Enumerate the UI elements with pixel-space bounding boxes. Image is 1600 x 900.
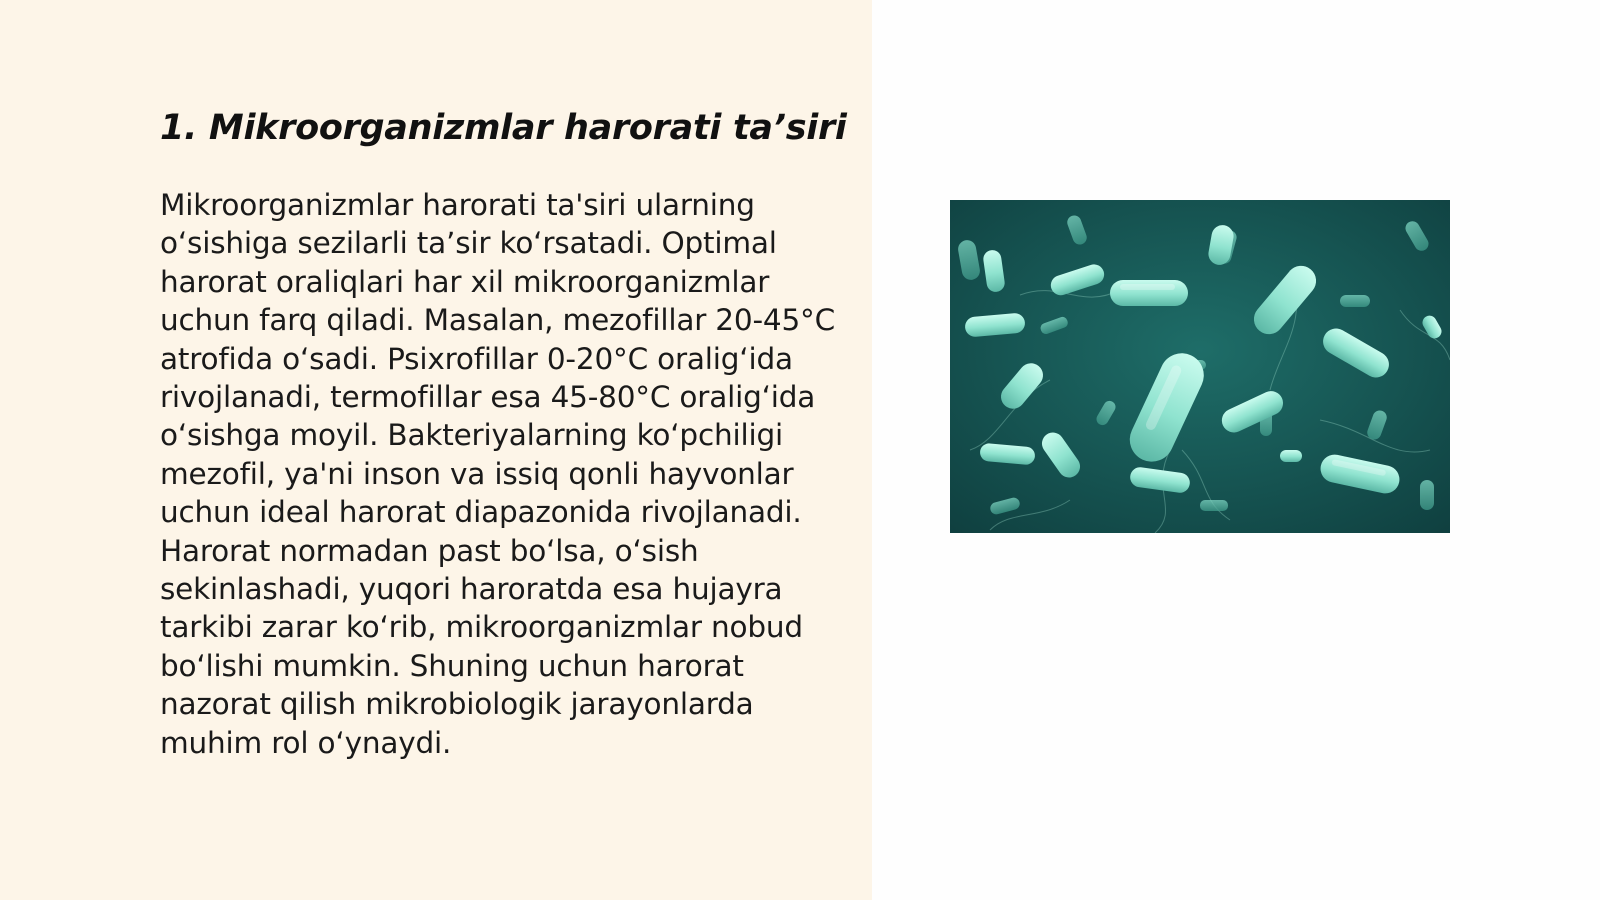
slide-title: 1. Mikroorganizmlar harorati ta’siri — [160, 108, 847, 148]
bacteria-image — [950, 200, 1450, 533]
slide-body-text: Mikroorganizmlar harorati ta'siri ularning o‘sishiga sezilarli ta’sir ko‘rsatadi. Optimal harorat oraliqlari har xil mikroorganizmlar uchun farq qiladi. Masalan, mezofillar 20-45°C atrofida o‘sadi. Psixrofillar 0-20°C oralig‘ida rivojlanadi, termofillar esa 45-80°C oralig‘ida o‘sishga moyil. Bakteriyalarning ko‘pchiligi mezofil, ya'ni inson va issiq qonli hayvonlar uchun ideal harorat diapazonida rivojlanadi. Harorat normadan past bo‘lsa, o‘sish sekinlashadi, yuqori haroratda esa hujayra tarkibi zarar ko‘rib, mikroorganizmlar nobud bo‘lishi mumkin. Shuning uchun harorat nazorat qilish mikrobiologik jarayonlarda muhim rol o‘ynaydi. — [160, 188, 835, 760]
